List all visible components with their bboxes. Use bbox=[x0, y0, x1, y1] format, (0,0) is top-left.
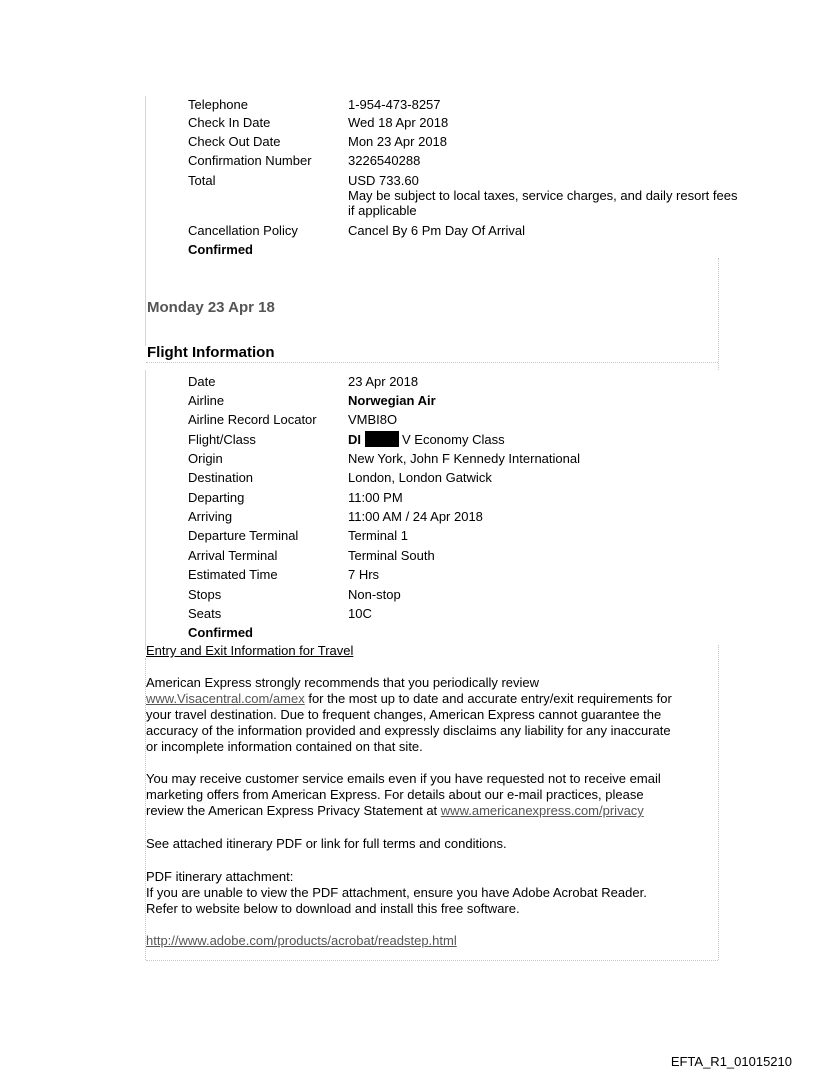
row-label: Flight/Class bbox=[188, 432, 256, 447]
para-text: for the most up to date and accurate entry/exit requirements for bbox=[304, 691, 672, 706]
para-line: If you are unable to view the PDF attachment, ensure you have Adobe Acrobat Reader. bbox=[146, 885, 647, 900]
para-text: review the American Express Privacy Statement at bbox=[146, 803, 441, 818]
para-line: American Express strongly recommends that you periodically review bbox=[146, 675, 540, 690]
para-line: or incomplete information contained on that site. bbox=[146, 739, 423, 754]
flight-prefix: DI bbox=[348, 432, 361, 447]
row-value: Non-stop bbox=[348, 587, 401, 602]
adobe-link-line bbox=[146, 933, 721, 949]
status-label: Confirmed bbox=[188, 242, 253, 257]
para-line: Refer to website below to download and install this free software. bbox=[146, 901, 520, 916]
row-label: Total bbox=[188, 173, 216, 188]
adobe-link[interactable]: http://www.adobe.com/products/acrobat/readstep.html bbox=[146, 933, 457, 948]
total-note: if applicable bbox=[348, 203, 417, 218]
row-label: Arrival Terminal bbox=[188, 548, 278, 563]
total-note: May be subject to local taxes, service charges, and daily resort fees bbox=[348, 188, 738, 203]
row-label: Origin bbox=[188, 451, 223, 466]
flight-heading: Flight Information bbox=[147, 344, 275, 361]
row-value: New York, John F Kennedy International bbox=[348, 451, 580, 466]
row-value: Terminal South bbox=[348, 548, 435, 563]
row-value: VMBI8O bbox=[348, 412, 398, 427]
row-value: 10C bbox=[348, 606, 372, 621]
row-value: 11:00 AM / 24 Apr 2018 bbox=[348, 509, 483, 524]
row-label: Telephone bbox=[188, 97, 248, 112]
entry-exit-title: Entry and Exit Information for Travel bbox=[146, 643, 354, 658]
row-value: Cancel By 6 Pm Day Of Arrival bbox=[348, 223, 525, 238]
row-label: Date bbox=[188, 374, 216, 389]
row-value: Terminal 1 bbox=[348, 528, 408, 543]
date-heading: Monday 23 Apr 18 bbox=[147, 299, 275, 316]
document-id: EFTA_R1_01015210 bbox=[670, 1054, 792, 1069]
status-label: Confirmed bbox=[188, 625, 253, 640]
row-label: Airline bbox=[188, 393, 225, 408]
row-value: Mon 23 Apr 2018 bbox=[348, 134, 448, 149]
row-label: Estimated Time bbox=[188, 567, 278, 582]
total-amount: USD 733.60 bbox=[348, 173, 419, 188]
flight-heading-rule bbox=[146, 362, 718, 363]
left-border-flight bbox=[145, 370, 146, 650]
row-value: 3226540288 bbox=[348, 153, 421, 168]
right-border-top bbox=[718, 258, 719, 370]
row-label: Check In Date bbox=[188, 115, 271, 130]
row-label: Stops bbox=[188, 587, 222, 602]
class-value: V Economy Class bbox=[402, 432, 505, 447]
bottom-rule bbox=[146, 960, 718, 961]
row-label: Check Out Date bbox=[188, 134, 281, 149]
email-paragraph bbox=[146, 771, 721, 819]
row-value: 7 Hrs bbox=[348, 567, 380, 582]
visacentral-link[interactable]: www.Visacentral.com/amex bbox=[146, 691, 305, 706]
para-line bbox=[146, 803, 721, 819]
para-line: your travel destination. Due to frequent changes, American Express cannot guarantee the bbox=[146, 707, 662, 722]
pdf-paragraph bbox=[146, 869, 721, 917]
para-line bbox=[146, 691, 721, 707]
row-label: Departing bbox=[188, 490, 245, 505]
row-label: Arriving bbox=[188, 509, 233, 524]
row-label: Seats bbox=[188, 606, 222, 621]
redaction-block bbox=[365, 431, 399, 447]
row-value: 23 Apr 2018 bbox=[348, 374, 419, 389]
row-value: Wed 18 Apr 2018 bbox=[348, 115, 449, 130]
row-label: Destination bbox=[188, 470, 254, 485]
para-line: You may receive customer service emails even if you have requested not to receive email bbox=[146, 771, 661, 786]
para-line: accuracy of the information provided and expressly disclaims any liability for any inaccurate bbox=[146, 723, 671, 738]
row-label: Airline Record Locator bbox=[188, 412, 317, 427]
row-label: Confirmation Number bbox=[188, 153, 312, 168]
para-line: marketing offers from American Express. For details about our e-mail practices, please bbox=[146, 787, 644, 802]
row-value: London, London Gatwick bbox=[348, 470, 492, 485]
para-line: PDF itinerary attachment: bbox=[146, 869, 294, 884]
left-border-top bbox=[145, 96, 146, 346]
row-value: 1-954-473-8257 bbox=[348, 97, 441, 112]
row-label: Cancellation Policy bbox=[188, 223, 298, 238]
row-label: Departure Terminal bbox=[188, 528, 299, 543]
airline-name: Norwegian Air bbox=[348, 393, 436, 408]
row-value: 11:00 PM bbox=[348, 490, 403, 505]
row-value bbox=[348, 431, 505, 448]
visa-paragraph bbox=[146, 675, 721, 755]
privacy-link[interactable]: www.americanexpress.com/privacy bbox=[440, 803, 644, 818]
terms-paragraph: See attached itinerary PDF or link for full terms and conditions. bbox=[146, 836, 507, 851]
